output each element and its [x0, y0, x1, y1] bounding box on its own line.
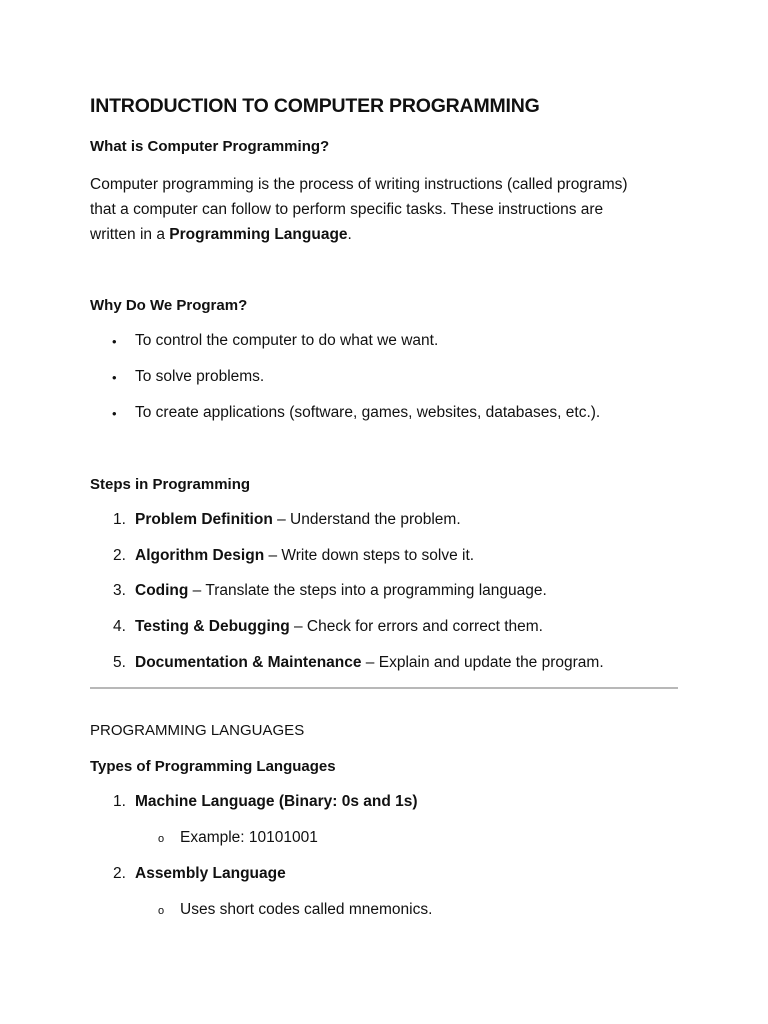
step-number: 5. [113, 654, 126, 671]
list-item-why-2: To solve problems. [135, 368, 265, 385]
heading-why-program: Why Do We Program? [90, 297, 248, 314]
language-number: 2. [113, 865, 126, 882]
paragraph-line-3-text: written in a [90, 226, 170, 243]
bullet-marker: • [112, 370, 117, 385]
bullet-marker: • [112, 406, 117, 421]
list-item-step-1 [135, 511, 461, 529]
step-title: Algorithm Design [135, 547, 265, 564]
step-description: – Understand the problem. [272, 511, 461, 528]
step-number: 1. [113, 511, 126, 528]
programming-language-term: Programming Language [169, 226, 348, 243]
sub-item-assembly-description: Uses short codes called mnemonics. [180, 901, 433, 918]
list-item-step-4 [135, 618, 543, 636]
heading-steps: Steps in Programming [90, 476, 251, 493]
sub-bullet-marker: o [158, 833, 165, 845]
list-item-step-3 [135, 582, 547, 600]
step-description: – Translate the steps into a programming language. [188, 582, 547, 599]
step-description: – Check for errors and correct them. [289, 618, 543, 635]
horizontal-divider [90, 687, 678, 689]
list-item-assembly-language [135, 865, 286, 883]
step-title: Testing & Debugging [135, 618, 290, 635]
step-description: – Write down steps to solve it. [264, 547, 475, 564]
document-title: INTRODUCTION TO COMPUTER PROGRAMMING [90, 95, 540, 117]
bullet-marker: • [112, 334, 117, 349]
paragraph-line-3-period: . [347, 226, 352, 243]
list-item-why-1: To control the computer to do what we want. [135, 332, 439, 349]
list-item-step-2 [135, 547, 474, 565]
step-title: Documentation & Maintenance [135, 654, 362, 671]
heading-programming-languages: PROGRAMMING LANGUAGES [90, 722, 305, 739]
sub-item-machine-example: Example: 10101001 [180, 829, 318, 846]
list-item-step-5 [135, 654, 604, 672]
heading-what-is-programming: What is Computer Programming? [90, 138, 330, 155]
paragraph-line-3 [90, 222, 670, 247]
language-title: Machine Language (Binary: 0s and 1s) [135, 793, 418, 810]
step-description: – Explain and update the program. [361, 654, 604, 671]
step-title: Problem Definition [135, 511, 273, 528]
heading-types-of-languages: Types of Programming Languages [90, 758, 336, 775]
paragraph-definition [90, 172, 670, 247]
step-title: Coding [135, 582, 189, 599]
step-number: 2. [113, 547, 126, 564]
paragraph-line-1: Computer programming is the process of writing instructions (called programs) [90, 176, 628, 193]
sub-bullet-marker: o [158, 905, 165, 917]
language-number: 1. [113, 793, 126, 810]
step-number: 3. [113, 582, 126, 599]
list-item-why-3: To create applications (software, games, websites, databases, etc.). [135, 404, 601, 421]
paragraph-line-2: that a computer can follow to perform specific tasks. These instructions are [90, 201, 604, 218]
list-item-machine-language [135, 793, 418, 811]
language-title: Assembly Language [135, 865, 286, 882]
step-number: 4. [113, 618, 126, 635]
